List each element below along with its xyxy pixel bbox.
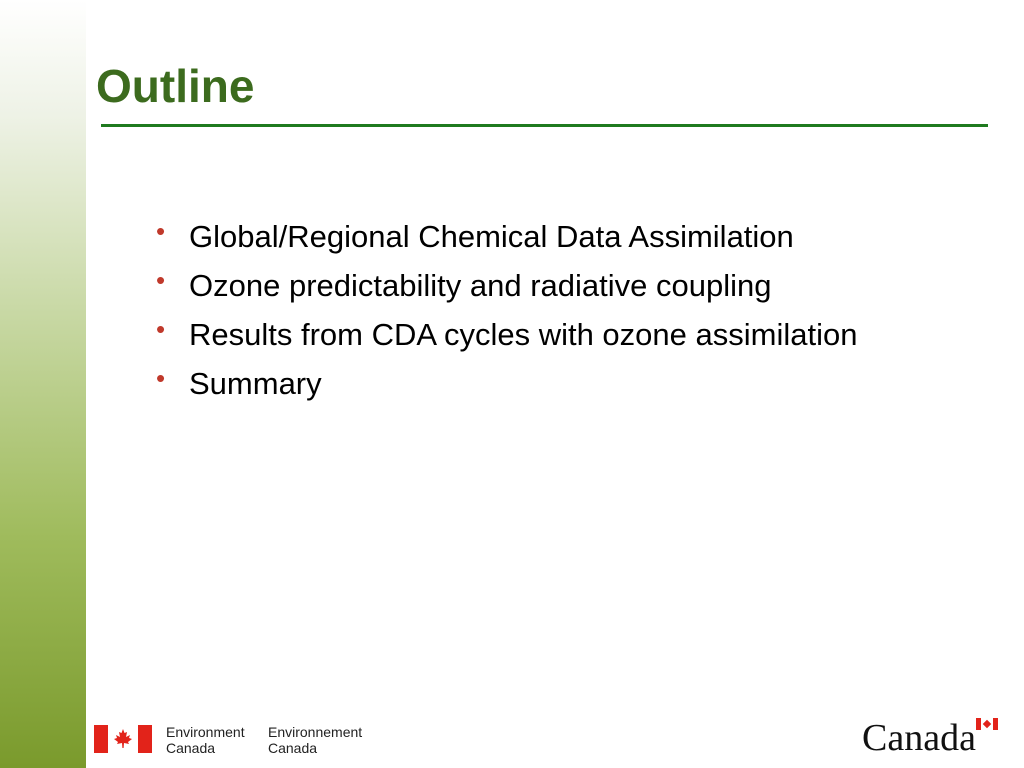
department-name-english [166,724,245,756]
wordmark-flag-icon [976,718,998,730]
canada-flag-icon [94,725,152,753]
slide-title: Outline [96,60,255,112]
title-underline [101,124,988,127]
side-gradient-bar [0,0,86,768]
dept-en-line2: Canada [166,740,216,756]
bullet-item [156,310,857,359]
maple-leaf-icon [111,727,135,751]
bullet-item [156,359,857,408]
bullet-text: Ozone predictability and radiative coupling [189,267,772,303]
bullet-icon: • [156,313,166,344]
bullet-text: Results from CDA cycles with ozone assimilation [189,316,858,352]
bullet-icon: • [156,215,166,246]
bullet-text: Summary [189,365,322,401]
bullet-icon: • [156,264,166,295]
bullet-icon: • [156,362,166,393]
bullet-item [156,261,857,310]
bullet-list [156,212,857,408]
department-name-french [268,724,362,756]
canada-wordmark: Canada [862,717,976,759]
dept-fr-line2: Canada [268,740,318,756]
dept-en-line1: Environment [166,724,245,740]
dept-fr-line1: Environnement [268,724,363,740]
bullet-text: Global/Regional Chemical Data Assimilation [189,218,794,254]
bullet-item [156,212,857,261]
footer [86,710,1024,768]
